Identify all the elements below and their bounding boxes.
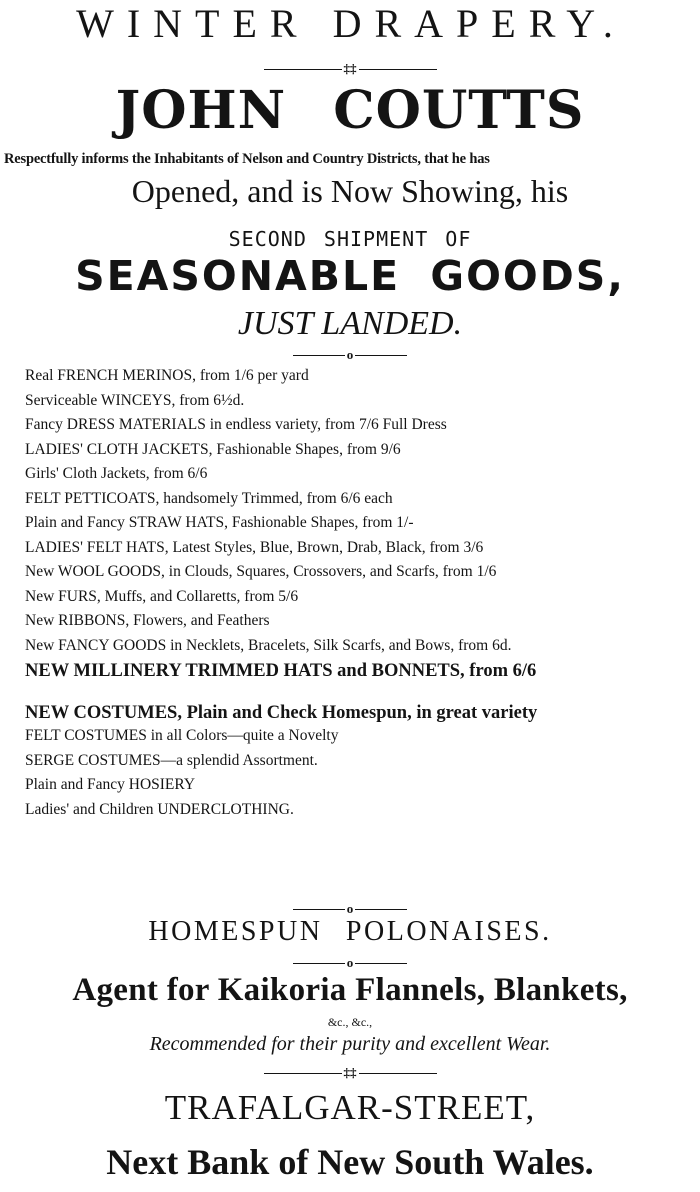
rule-mark: o xyxy=(346,347,354,363)
list-item: Ladies' and Children UNDERCLOTHING. xyxy=(25,800,294,818)
list-item: Girls' Cloth Jackets, from 6/6 xyxy=(25,465,208,482)
polonaises-heading: HOMESPUN POLONAISES. xyxy=(148,916,552,947)
rule-line xyxy=(359,69,437,70)
goods-line: SEASONABLE GOODS, xyxy=(75,252,625,300)
rule-line xyxy=(264,69,342,70)
circle-rule-3 xyxy=(0,954,700,971)
list-item: New WOOL GOODS, in Clouds, Squares, Crossovers, and Scarfs, from 1/6 xyxy=(25,563,497,580)
list-item: Real FRENCH MERINOS, from 1/6 per yard xyxy=(25,367,309,384)
rule-mark: o xyxy=(346,901,354,917)
shipment-line: SECOND SHIPMENT OF xyxy=(228,227,472,251)
proprietor-name: JOHN COUTTS xyxy=(115,80,585,141)
intro-text: Respectfully informs the Inhabitants of Nelson and Country Districts, that he has xyxy=(4,151,490,167)
rule-line xyxy=(293,355,345,356)
list-item: SERGE COSTUMES—a splendid Assortment. xyxy=(25,751,318,769)
rule-mark: ‡‡ xyxy=(343,1065,357,1081)
dagger-rule-bottom xyxy=(0,1064,700,1081)
agent-line: Agent for Kaikoria Flannels, Blankets, xyxy=(72,972,628,1008)
headline: WINTER DRAPERY. xyxy=(76,1,626,46)
list-item: LADIES' FELT HATS, Latest Styles, Blue, Brown, Drab, Black, from 3/6 xyxy=(25,538,484,556)
list-item: FELT COSTUMES in all Colors—quite a Novelty xyxy=(25,727,339,744)
etc-line: &c., &c., xyxy=(327,1015,373,1029)
recommended-line: Recommended for their purity and excellent Wear. xyxy=(149,1033,551,1055)
rule-line xyxy=(293,909,345,910)
list-item: Plain and Fancy HOSIERY xyxy=(25,776,196,793)
list-item: Plain and Fancy STRAW HATS, Fashionable Shapes, from 1/- xyxy=(25,514,414,531)
rule-mark: ‡‡ xyxy=(343,61,357,77)
goods-list xyxy=(25,364,697,822)
landed-line: JUST LANDED. xyxy=(237,305,463,342)
list-item: FELT PETTICOATS, handsomely Trimmed, from 6/6 each xyxy=(25,489,393,507)
rule-line xyxy=(293,963,345,964)
opened-line: Opened, and is Now Showing, his xyxy=(131,173,569,209)
list-item: NEW COSTUMES, Plain and Check Homespun, in great variety xyxy=(25,703,538,723)
list-item: Serviceable WINCEYS, from 6½d. xyxy=(25,391,245,409)
rule-line xyxy=(355,963,407,964)
list-item: New FURS, Muffs, and Collaretts, from 5/6 xyxy=(25,587,299,605)
rule-mark: o xyxy=(346,955,354,971)
circle-rule-1 xyxy=(0,346,700,363)
list-item: LADIES' CLOTH JACKETS, Fashionable Shapes, from 9/6 xyxy=(25,440,401,458)
rule-line xyxy=(359,1073,437,1074)
rule-line xyxy=(264,1073,342,1074)
rule-line xyxy=(355,909,407,910)
dagger-rule-top xyxy=(0,60,700,77)
list-item: New RIBBONS, Flowers, and Feathers xyxy=(25,612,270,629)
list-item: Fancy DRESS MATERIALS in endless variety, from 7/6 Full Dress xyxy=(25,416,447,433)
list-item: NEW MILLINERY TRIMMED HATS and BONNETS, from 6/6 xyxy=(25,661,537,681)
street-address: TRAFALGAR-STREET, xyxy=(164,1088,536,1127)
rule-line xyxy=(355,355,407,356)
location-line: Next Bank of New South Wales. xyxy=(106,1142,594,1182)
list-item: New FANCY GOODS in Necklets, Bracelets, Silk Scarfs, and Bows, from 6d. xyxy=(25,636,512,654)
